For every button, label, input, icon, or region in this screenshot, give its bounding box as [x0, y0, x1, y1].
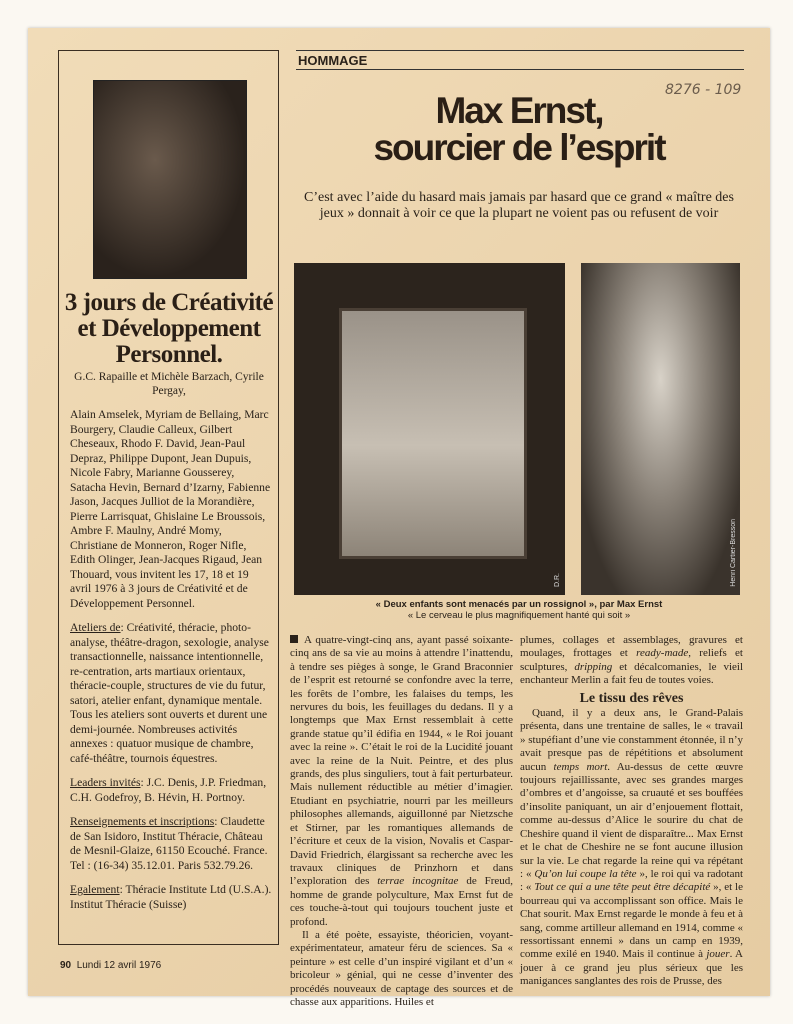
- ad-portrait-photo: [93, 80, 247, 279]
- ad-content: [64, 290, 274, 912]
- info-text: : Claudette de San Isidoro, Institut Théracie, Château de Mesnil-Glaize, 61150 Ecouché. France. Tel : (16-34) 35.12.01. Paris 532.79.26.: [70, 815, 268, 872]
- ad-also: [64, 883, 274, 912]
- text: Quand, il y a deux ans, le Grand-Palais présenta, dans une trentaine de salles, le « travail » stupéfiant d’une vie constamment étonnée, il n’y avait presque pas de répétitions et absolument aucun: [520, 707, 743, 773]
- painting-photo: [294, 263, 565, 595]
- photo-credit: D.R.: [554, 573, 561, 587]
- text: », le roi qui va radotant : «: [520, 867, 744, 894]
- ad-leaders: [64, 776, 274, 805]
- leaders-label: Leaders invités: [70, 776, 141, 789]
- headline-line-2: sourcier de l’esprit: [373, 127, 665, 168]
- text-italic: jouer: [706, 948, 730, 961]
- paragraph: [290, 634, 513, 929]
- subheading: Le tissu des rêves: [579, 690, 684, 706]
- painting-canvas: [339, 308, 527, 559]
- paragraph: [520, 707, 743, 989]
- info-label: Renseignements et inscriptions: [70, 815, 215, 828]
- ad-ateliers: [64, 621, 274, 766]
- page-number: 90: [60, 960, 72, 971]
- text-italic: Tout ce qui a une tête peut être décapité: [534, 881, 711, 894]
- bullet-square-icon: [290, 635, 298, 643]
- deck: C’est avec l’aide du hasard mais jamais par hasard que ce grand « maître des jeux » donnait à voir ce que la plupart ne voient pas ou refusent de voir: [304, 190, 734, 221]
- text-italic: ready-made: [636, 647, 689, 660]
- max-ernst-portrait-photo: [581, 263, 740, 595]
- ad-organizers: G.C. Rapaille et Michèle Barzach, Cyrile Pergay,: [74, 371, 264, 397]
- headline: [296, 92, 742, 166]
- page-footer: [60, 960, 161, 971]
- headline-line-1: Max Ernst,: [435, 90, 603, 131]
- article-column-1: [290, 634, 513, 1009]
- text: plumes, collages et assemblages, gravures et moulages, frottages et: [520, 634, 743, 660]
- ad-info: [64, 815, 274, 873]
- text: et décalcomanies, le vieil enchanteur Merlin a fait feu de toutes voies.: [520, 660, 744, 687]
- paragraph: Il a été poète, essayiste, théoricien, voyant-expérimentateur, amateur féru de sciences. Sa « peinture » est celle d’un inspiré vigilant et d’un « bricoleur » génial, qui ne cesse d’inventer des procédés nouveaux de captage des sources et de chasse aux apparitions. Huiles et: [290, 928, 513, 1008]
- also-label: Egalement: [70, 883, 120, 896]
- ad-title: 3 jours de Créativité et Développement Personnel.: [64, 289, 274, 368]
- handwritten-reference: 8276 - 109: [665, 82, 742, 98]
- also-text: : Théracie Institute Ltd (U.S.A.). Institut Théracie (Suisse): [70, 883, 272, 911]
- text: . Au-dessus de cette œuvre toujours rejaillissante, avec ses grandes marges d’ombres et d’angoisse, sa cruauté et ses bouffées d’insolite paniquant, un air d’enjouement flottait, comme au-dessus d’Alice le sourire du chat de Cheshire quand il vient de disparaître... Max Ernst et le chat de Cheshire ne se font aucune illusion sur la vie. Le chat regarde la reine qui va répétant : «: [520, 760, 744, 880]
- photo-caption: [296, 599, 742, 621]
- text-italic: dripping: [574, 660, 613, 673]
- paragraph: [520, 634, 743, 688]
- text: de Freud, homme de grande polyculture, Max Ernst fut de ces touche-à-tout qui toujours touchent juste et profond.: [290, 875, 514, 928]
- text-italic: temps mort: [553, 760, 608, 773]
- ateliers-text: : Créativité, théracie, photo-analyse, théâtre-dragon, sexologie, analyse transactionnelle, naissance intentionnelle, re-centration, arts martiaux orientaux, théracie-couple, structures de vie du futur, satori, atelier enfant, dynamique mentale. Tous les ateliers sont ouverts et durent une demi-journée. Nombreuses activités annexes : quatuor musique de chambre, café-théâtre, tournois équestres.: [70, 621, 269, 765]
- text-italic: terrae incognitae: [377, 875, 459, 888]
- section-label: HOMMAGE: [296, 50, 744, 70]
- article-column-2: [520, 634, 743, 989]
- text: , reliefs et sculptures,: [520, 647, 743, 673]
- text: A quatre-vingt-cinq ans, ayant passé soixante-cinq ans de sa vie au moins à attendre l’inattendu, à tendre ses pièges à songe, le Grand Braconnier de l’esprit est retourné se confondre avec la terre, les forêts de l’ombre, les falaises du temps, les nervures du bois, les feuillages du dedans. Il y a longtemps que Max Ernst ressemblait à cette grande statue qu’il édifia en 1944, « le Roi jouant avec la reine ». C’était le roi de la Lucidité jouant avec la reine de la Nuit. Peintre, et des plus grands, des plus singuliers, tout à fait perturbateur. Mais nullement réductible au métier d’imagier. Etudiant en psychiatrie, nourri par les meilleurs philosophes allemands, aiguillonné par Nietzsche et Stirner, par les romantiques allemands de l’écriture et ceux de la vision, Novalis et Caspar-David Friedrich, élargissant sa recherche avec les travaux cliniques de Prinzhorn et dans l’exploration des: [290, 634, 513, 888]
- text-italic: Qu’on lui coupe la tête: [534, 867, 637, 880]
- ateliers-label: Ateliers de: [70, 621, 121, 634]
- issue-date: Lundi 12 avril 1976: [76, 960, 162, 971]
- caption-line-1: « Deux enfants sont menacés par un rossignol », par Max Ernst: [375, 599, 663, 610]
- text: », et le bourreau qui va accomplissant son office. Mais le Chat sourit. Max Ernst regarde le monde à feu et à sang, comme artilleur allemand en 1914, comme « ressortissant ennemi » dans un camp en 1939, comme exilé en 1940. Mais il continue à: [520, 881, 743, 961]
- photo-credit: Henri Cartier-Bresson: [730, 519, 737, 587]
- leaders-text: : J.C. Denis, J.P. Friedman, C.H. Godefroy, B. Hévin, H. Portnoy.: [70, 776, 267, 804]
- text: . A jouer à ce grand jeu plus sérieux que les manigances sanglantes des rois de Prusse, des: [520, 948, 743, 988]
- ad-invitation: Alain Amselek, Myriam de Bellaing, Marc Bourgery, Claudie Calleux, Gilbert Cheseaux, Rhodo F. David, Jean-Paul Depraz, Philippe Dupont, Jean Dupuis, Nicole Fabry, Marianne Gousserey, Satacha Hevin, Bernard d’Izarny, Fabienne Jason, Jacques Julliot de la Morandière, Pierre Larrisquat, Ghislaine Le Broussois, Ambre F. Maulny, André Momy, Christiane de Monneron, Roger Nifle, Edith Olinger, Jean-Jacques Rigaud, Jean Thouard, vous invitent les 17, 18 et 19 avril 1976 à 3 jours de Créativité et de Développement Personnel.: [70, 408, 271, 610]
- caption-line-2: « Le cerveau le plus magnifiquement hanté qui soit »: [407, 610, 631, 621]
